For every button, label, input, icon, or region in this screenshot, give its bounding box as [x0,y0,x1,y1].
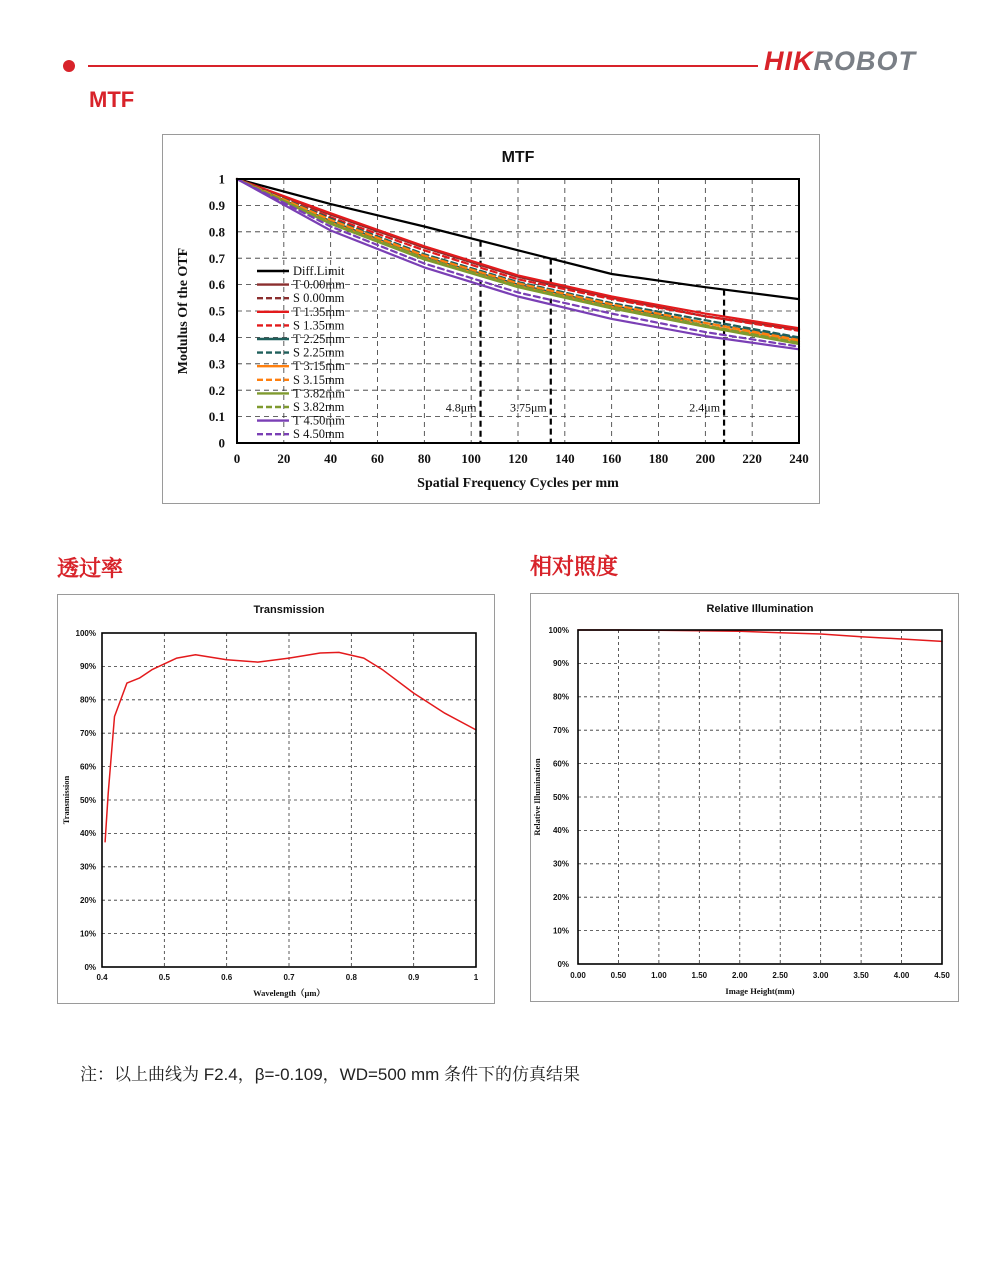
relative_illumination-y-tick-label: 0% [557,959,569,969]
transmission-y-tick-label: 60% [79,762,96,772]
mtf-section-title: MTF [89,87,135,112]
relative_illumination-y-tick-label: 30% [552,859,569,869]
mtf-x-tick-label: 0 [233,451,241,466]
mtf-chart-frame [162,134,820,504]
relative_illumination-x-axis-label: Image Height(mm) [725,986,795,996]
relative_illumination-y-axis-label: Relative Illumination [532,758,542,836]
transmission-series-line-0 [105,652,476,841]
mtf-y-tick-label: 0.8 [208,224,225,240]
mtf-y-tick-label: 0.1 [208,409,225,425]
transmission-y-tick-label: 90% [79,662,96,672]
transmission-y-tick-label: 50% [79,795,96,805]
mtf-y-tick-label: 0 [218,435,225,451]
mtf-x-tick-label: 60 [371,451,384,466]
relative_illumination-x-tick-label: 2.50 [772,971,789,980]
transmission-x-axis-label: Wavelength（μm） [253,988,325,998]
relative_illumination-x-tick-label: 1.50 [691,971,708,980]
mtf-x-tick-label: 80 [417,451,431,466]
mtf-legend-label: S 2.25mm [293,345,345,360]
mtf-legend-label: T 2.25mm [293,332,345,346]
transmission-x-tick-label: 0.9 [408,973,420,982]
transmission-y-axis-label: Transmission [61,775,71,825]
transmission-x-tick-label: 0.7 [283,973,295,982]
relative_illumination-x-tick-label: 1.00 [651,971,667,980]
transmission-y-tick-label: 10% [79,929,96,939]
mtf-legend-label: S 3.15mm [293,372,345,387]
mtf-legend-label: Diff.Limit [293,264,345,278]
relative_illumination-x-tick-label: 3.00 [812,971,829,980]
relative_illumination-chart-title: Relative Illumination [706,603,814,615]
illumination-chart-frame [530,593,959,1002]
relative_illumination-x-tick-label: 0.50 [610,971,627,980]
mtf-x-tick-label: 120 [508,451,528,466]
mtf-legend-label: T 3.82mm [293,386,345,401]
relative_illumination-x-tick-label: 4.50 [934,971,950,980]
relative_illumination-series-line-0 [578,630,942,641]
mtf-y-tick-label: 0.6 [208,277,225,293]
relative_illumination-x-tick-label: 2.00 [731,971,748,980]
relative_illumination-x-tick-label: 0.00 [570,971,586,980]
mtf-x-tick-label: 180 [648,451,669,466]
mtf-y-tick-label: 0.5 [208,303,225,319]
mtf-y-tick-label: 0.9 [208,197,225,213]
relative_illumination-x-tick-label: 4.00 [893,971,910,980]
mtf-y-tick-label: 0.7 [208,250,225,266]
mtf-legend-label: T 0.00mm [293,277,345,292]
relative_illumination-y-tick-label: 10% [552,926,569,936]
transmission-y-tick-label: 20% [79,896,96,905]
relative_illumination-y-tick-label: 60% [552,759,569,769]
brand-logo-part2: ROBOT [813,46,916,76]
mtf-annotation-label: 2.4μm [689,400,721,415]
mtf-legend-label: S 1.35mm [293,318,345,333]
transmission-x-tick-label: 0.4 [96,973,108,982]
relative_illumination-y-tick-label: 20% [552,893,569,902]
mtf-annotation-label: 4.8μm [445,400,477,415]
mtf-annotation-label: 3.75μm [510,400,547,415]
transmission-y-tick-label: 80% [79,695,96,705]
mtf-legend-label: T 3.15mm [293,359,345,374]
transmission-y-tick-label: 0% [84,962,96,972]
header-rule [88,65,758,67]
footnote: 注：以上曲线为 F2.4，β=-0.109，WD=500 mm 条件下的仿真结果 [80,1065,581,1084]
transmission-section-title: 透过率 [57,556,124,581]
mtf-y-tick-label: 0.4 [208,329,225,345]
mtf-legend-label: S 0.00mm [293,291,345,306]
transmission-x-tick-label: 0.8 [345,973,357,982]
relative_illumination-y-tick-label: 80% [552,692,569,702]
mtf-x-tick-label: 100 [461,451,481,466]
transmission-chart [58,595,494,1003]
mtf-x-tick-label: 140 [555,451,575,466]
relative_illumination-y-tick-label: 90% [552,659,569,669]
relative_illumination-y-tick-label: 70% [552,726,569,735]
mtf-x-tick-label: 220 [742,451,762,466]
transmission-x-tick-label: 1 [473,973,479,982]
mtf-chart-title: MTF [501,149,535,166]
transmission-chart-frame [57,594,495,1004]
transmission-chart-title: Transmission [253,604,325,616]
mtf-legend-label: S 4.50mm [293,427,345,442]
mtf-x-tick-label: 160 [601,451,622,466]
transmission-y-tick-label: 70% [79,729,96,738]
relative-illumination-chart [531,594,958,1001]
transmission-y-tick-label: 40% [79,829,96,839]
relative_illumination-x-tick-label: 3.50 [853,971,869,980]
mtf-y-tick-label: 0.3 [208,356,225,372]
illumination-section-title: 相对照度 [530,554,619,579]
mtf-x-axis-label: Spatial Frequency Cycles per mm [417,476,619,491]
mtf-legend-label: T 1.35mm [293,304,345,319]
transmission-x-tick-label: 0.6 [221,973,233,982]
transmission-x-tick-label: 0.5 [158,973,170,982]
mtf-y-tick-label: 1 [218,171,225,187]
header-dot [63,60,75,72]
transmission-y-tick-label: 30% [79,862,96,872]
relative_illumination-y-tick-label: 100% [548,625,569,635]
brand-logo-part1: HIK [764,46,814,76]
mtf-legend-label: T 4.50mm [293,413,345,428]
relative_illumination-y-tick-label: 50% [552,792,569,802]
brand-logo [764,46,916,77]
mtf-legend-label: S 3.82mm [293,400,345,414]
mtf-y-tick-label: 0.2 [208,382,225,398]
mtf-x-tick-label: 40 [324,451,338,466]
mtf-x-tick-label: 20 [277,451,291,466]
mtf-x-tick-label: 200 [695,451,716,466]
mtf-chart [163,135,819,503]
mtf-x-tick-label: 240 [789,451,809,466]
transmission-y-tick-label: 100% [75,628,96,638]
relative_illumination-y-tick-label: 40% [552,826,569,836]
mtf-y-axis-label: Modulus Of the OTF [176,247,191,375]
